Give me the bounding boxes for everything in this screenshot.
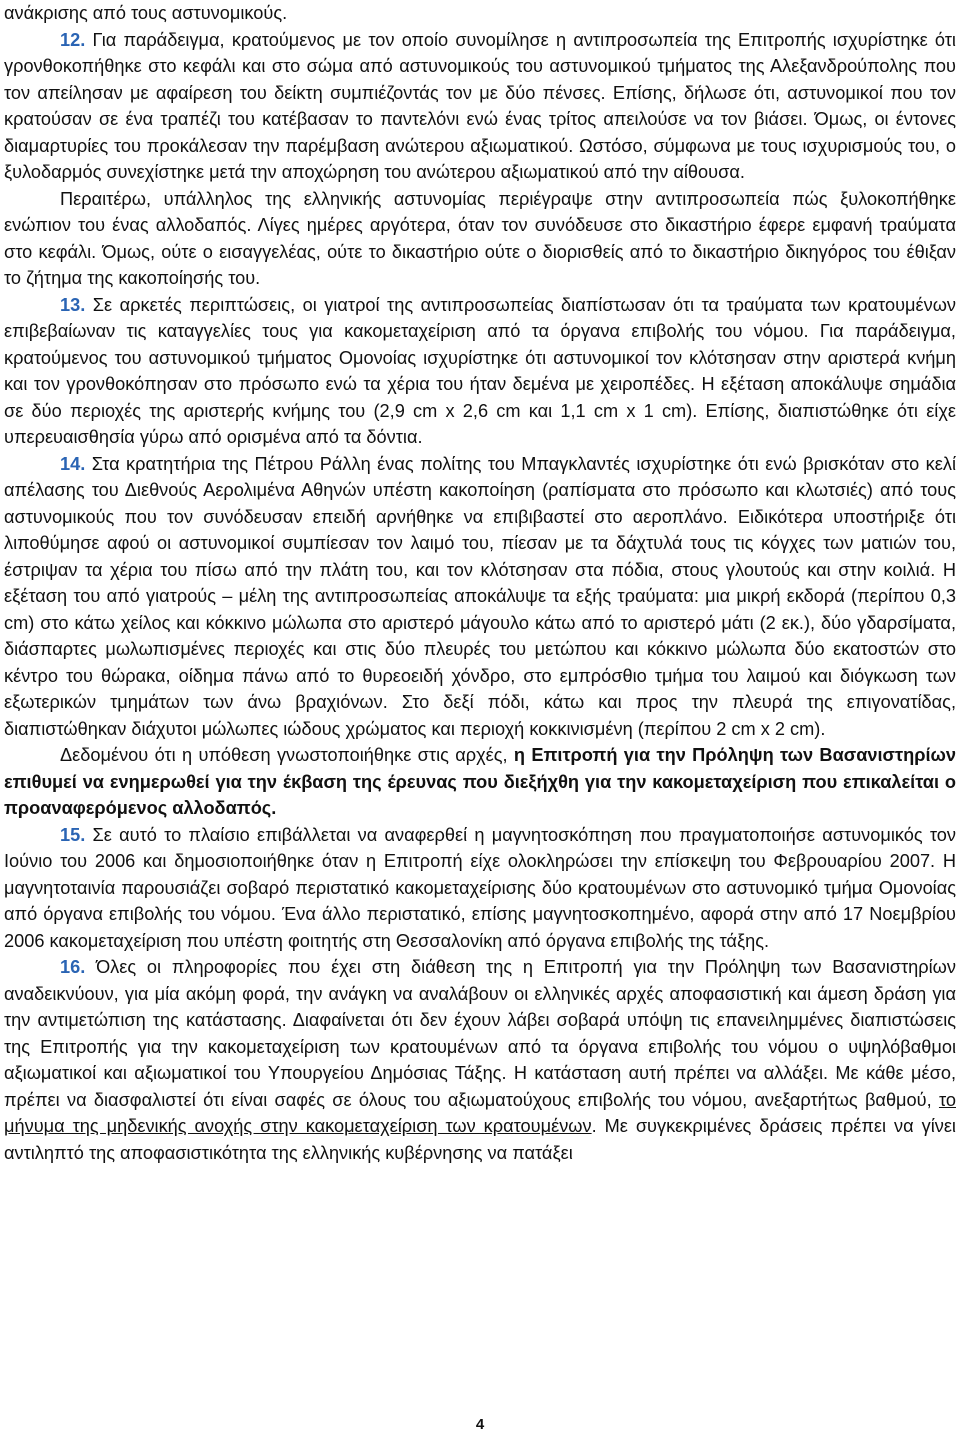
paragraph-number: 12. xyxy=(60,29,86,50)
paragraph-12-continued: Περαιτέρω, υπάλληλος της ελληνικής αστυνομίας περιέγραψε στην αντιπροσωπεία πώς ξυλοκοπήθηκε ενώπιον του ένας αλλοδαπός. Λίγες ημέρες αργότερα, όταν τον συνόδευσε στο δικαστήριο έφερε εμφανή τραύματα στο κεφάλι. Όμως, ούτε ο εισαγγελέας, ούτε το δικαστήριο ούτε ο διορισθείς από το δικαστήριο δικηγόρος του έθιξαν το ζήτημα της κακοποίησής του. xyxy=(4,188,956,288)
paragraph-text: Για παράδειγμα, κρατούμενος με τον οποίο συνομίλησε η αντιπροσωπεία της Επιτροπής ισχυρίστηκε ότι γρονθοκοπήθηκε στο κεφάλι και στο σώμα από αστυνομικούς του αστυνομικού τμήματος της Αλεξανδρούπολης που τον απείλησαν με αφαίρεση του δείκτη συμπιέζοντάς τον με δύο πένσες. Επίσης, δήλωσε ότι, αστυνομικοί που τον κρατούσαν σε ένα τραπέζι του κατέβασαν το παντελόνι ενώ ένας τρίτος απειλούσε να τον βιάσει. Όμως, οι έντονες διαμαρτυρίες του προκάλεσαν την παρέμβαση ανώτερου αξιωματικού. Ωστόσο, σύμφωνα με τους ισχυρισμούς του, ο ξυλοδαρμός συνεχίστηκε μετά την αποχώρηση του ανώτερου αξιωματικού από την αίθουσα. xyxy=(4,29,956,182)
paragraph-14-request xyxy=(4,742,956,822)
paragraph-text: Σε αρκετές περιπτώσεις, οι γιατροί της αντιπροσωπείας διαπίστωσαν ότι τα τραύματα των κρατουμένων επιβεβαίωναν τις καταγγελίες τους για κακομεταχείριση από τα όργανα επιβολής του νόμου. Για παράδειγμα, κρατούμενος του αστυνομικού τμήματος Ομονοίας ισχυρίστηκε ότι αστυνομικοί τον κλότσησαν στην αριστερά κνήμη και τον γρονθοκόπησαν στο πρόσωπο ενώ τα χέρια του ήταν δεμένα με χειροπέδες. Η εξέταση αποκάλυψε σημάδια σε δύο περιοχές της αριστερής κνήμης του (2,9 cm x 2,6 cm και 1,1 cm x 1 cm). Επίσης, διαπιστώθηκε ότι είχε υπερευαισθησία γύρω από ορισμένα από τα δόντια. xyxy=(4,294,956,447)
paragraph-14 xyxy=(4,451,956,743)
paragraph-13 xyxy=(4,292,956,451)
page-number: 4 xyxy=(475,1416,485,1433)
paragraph-text: Στα κρατητήρια της Πέτρου Ράλλη ένας πολίτης του Μπαγκλαντές ισχυρίστηκε ότι ενώ βρισκόταν στο κελί απέλασης του Διεθνούς Αερολιμένα Αθηνών υπέστη κακοποίηση (ραπίσματα στο πρόσωπο και κλωτσιές) από τους αστυνομικούς που τον συνόδευσαν επειδή αρνήθηκε να επιβιβαστεί στο αεροπλάνο. Ειδικότερα υποστήριξε ότι λιποθύμησε αφού οι αστυνομικοί συμπίεσαν τον λαιμό του, πίεσαν με τα δάχτυλά τους τις κόγχες των ματιών του, έστριψαν τα χέρια του πίσω από την πλάτη του, και τον κλότσησαν στα πόδια, στους γλουτούς και στην κοιλιά. Η εξέταση του από γιατρούς – μέλη της αντιπροσωπείας αποκάλυψε τα εξής τραύματα: μια μικρή εκδορά (περίπου 0,3 cm) στο κάτω χείλος και κόκκινο μώλωπα στο αριστερό μάγουλο κάτω από το αριστερό μάτι (2 εκ.), δύο γδαρσίματα, διάσπαρτες μωλωπισμένες περιοχές και στις δύο πλευρές του μετώπου και κόκκινο μώλωπα δύο εκατοστών στο κέντρο του θώρακα, οίδημα πάνω από το θυρεοειδή χόνδρο, στο εμπρόσθιο τμήμα του λαιμού και διόγκωση των εξωτερικών τμημάτων των άνω βραχιόνων. Στο δεξί πόδι, κάτω και προς την πλευρά της επιγονατίδας, διαπιστώθηκαν διάχυτοι μώλωπες ιώδους χρώματος και περιοχή κοκκινισμένη (περίπου 2 cm x 2 cm). xyxy=(4,453,956,739)
paragraph-number: 15. xyxy=(60,824,86,845)
paragraph-number: 13. xyxy=(60,294,86,315)
paragraph-text: Σε αυτό το πλαίσιο επιβάλλεται να αναφερθεί η μαγνητοσκόπηση που πραγματοποιήσε αστυνομικός τον Ιούνιο του 2006 και δημοσιοποιήθηκε όταν η Επιτροπή είχε ολοκληρώσει την επίσκεψη του Φεβρουαρίου 2007. Η μαγνητοταινία παρουσιάζει σοβαρό περιστατικό κακομεταχείρισης δύο κρατουμένων στο αστυνομικό τμήμα Ομονοίας από όργανα επιβολής του νόμου. Ένα άλλο περιστατικό, επίσης μαγνητοσκοπημένο, αφορά στην από 17 Νοεμβρίου 2006 κακομεταχείριση που υπέστη φοιτητής στη Θεσσαλονίκη από όργανα επιβολής της τάξης. xyxy=(4,824,956,951)
zero-tolerance-underline: το μήνυμα της μηδενικής ανοχής στην κακομεταχείριση των κρατουμένων xyxy=(4,1089,956,1136)
paragraph-15 xyxy=(4,822,956,955)
request-bold: η Επιτροπή για την Πρόληψη των Βασανιστηρίων επιθυμεί να ενημερωθεί για την έκβαση της έρευνας που διεξήχθη για την κακομεταχείριση που επικαλείται ο προαναφερόμενος αλλοδαπός. xyxy=(4,745,956,818)
paragraph-number: 14. xyxy=(60,453,86,474)
request-lead: Δεδομένου ότι η υπόθεση γνωστοποιήθηκε στις αρχές, xyxy=(60,745,514,765)
paragraph-16 xyxy=(4,954,956,1166)
paragraph-text: Όλες οι πληροφορίες που έχει στη διάθεση της η Επιτροπή για την Πρόληψη των Βασανιστηρίων αναδεικνύουν, για μία ακόμη φορά, την ανάγκη να αναλάβουν οι ελληνικές αρχές αποφασιστική και άμεση δράση για την αντιμετώπιση της κατάστασης. Διαφαίνεται ότι δεν έχουν λάβει σοβαρά υπόψη τις επανειλημμένες διαπιστώσεις της Επιτροπής για την κακομεταχείριση των κρατουμένων από τα όργανα επιβολής του νόμου ο υψηλόβαθμοι αξιωματικοί και αξιωματικοί του Υπουργείου Δημόσιας Τάξης. Η κατάσταση αυτή πρέπει να αλλάξει. Με κάθε μέσο, πρέπει να διασφαλιστεί ότι είναι σαφές σε όλους του αξιωματούχους επιβολής του νόμου, ανεξαρτήτως βαθμού, xyxy=(4,957,956,1110)
page-body xyxy=(4,0,956,1166)
paragraph-number: 16. xyxy=(60,957,86,977)
carry-over-line: ανάκρισης από τους αστυνομικούς. xyxy=(4,3,288,23)
paragraph-tail: . Με συγκεκριμένες δράσεις πρέπει να γίνει αντιληπτό της αποφασιστικότητα της ελληνικής κυβέρνησης να πατάξει xyxy=(4,1116,956,1163)
paragraph-12 xyxy=(4,27,956,186)
